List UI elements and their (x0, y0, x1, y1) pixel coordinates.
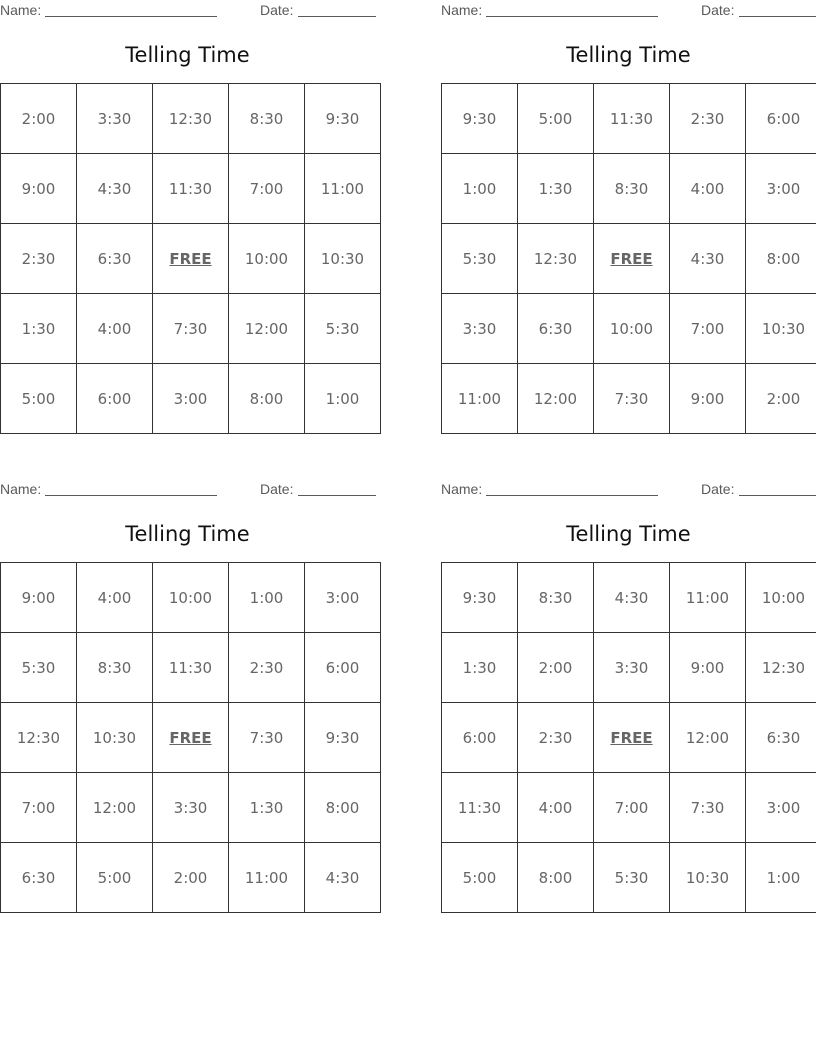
header-line (441, 479, 816, 501)
name-blank-line (45, 495, 217, 496)
grid-cell: 10:00 (229, 224, 305, 294)
bingo-grid (0, 83, 381, 434)
grid-row (442, 294, 816, 364)
grid-cell: 10:00 (746, 563, 816, 633)
card-title: Telling Time (566, 522, 691, 546)
grid-row (442, 773, 816, 843)
grid-cell: 10:30 (746, 294, 816, 364)
grid-cell: 3:00 (153, 364, 229, 434)
grid-row (1, 633, 381, 703)
grid-cell: 9:30 (442, 563, 518, 633)
grid-cell: 7:00 (1, 773, 77, 843)
grid-row (1, 154, 381, 224)
grid-row (1, 294, 381, 364)
grid-cell: 7:30 (670, 773, 746, 843)
header-line (0, 479, 375, 501)
grid-cell: 3:30 (77, 84, 153, 154)
grid-cell: 1:30 (1, 294, 77, 364)
grid-cell: 12:00 (77, 773, 153, 843)
date-label: Date: (701, 481, 735, 497)
grid-cell: 10:00 (153, 563, 229, 633)
date-blank-line (739, 495, 816, 496)
grid-cell: 11:30 (594, 84, 670, 154)
grid-cell: 10:30 (305, 224, 381, 294)
grid-cell: 12:00 (518, 364, 594, 434)
grid-cell: 6:00 (442, 703, 518, 773)
header-line (0, 0, 375, 22)
grid-cell: 1:00 (746, 843, 816, 913)
grid-cell: 12:00 (670, 703, 746, 773)
date-blank-line (298, 16, 376, 17)
grid-cell: 4:30 (77, 154, 153, 224)
grid-cell: 12:30 (1, 703, 77, 773)
grid-cell: 6:00 (305, 633, 381, 703)
grid-row (1, 224, 381, 294)
grid-cell: 1:30 (518, 154, 594, 224)
grid-cell: 4:00 (77, 563, 153, 633)
grid-cell: 7:00 (229, 154, 305, 224)
grid-cell: 11:30 (442, 773, 518, 843)
grid-cell: 3:00 (746, 154, 816, 224)
name-label: Name: (441, 481, 483, 497)
grid-cell: 1:00 (229, 563, 305, 633)
grid-cell: 3:30 (153, 773, 229, 843)
bingo-card-3 (0, 479, 375, 887)
card-title: Telling Time (125, 43, 250, 67)
grid-row (442, 703, 816, 773)
grid-cell: 10:30 (670, 843, 746, 913)
grid-cell: 8:30 (77, 633, 153, 703)
grid-row (1, 563, 381, 633)
grid-cell: 4:00 (77, 294, 153, 364)
grid-cell: 10:30 (77, 703, 153, 773)
bingo-card-1 (0, 0, 375, 408)
grid-cell: 2:30 (229, 633, 305, 703)
grid-cell: 7:00 (594, 773, 670, 843)
grid-cell: 8:00 (746, 224, 816, 294)
grid-cell: 5:00 (1, 364, 77, 434)
grid-cell: 5:30 (442, 224, 518, 294)
grid-cell: 11:00 (305, 154, 381, 224)
date-blank-line (739, 16, 816, 17)
grid-cell: 6:00 (746, 84, 816, 154)
grid-cell: 3:30 (442, 294, 518, 364)
free-space-cell: FREE (594, 224, 670, 294)
grid-cell: 6:30 (518, 294, 594, 364)
grid-cell: 11:00 (670, 563, 746, 633)
grid-cell: 8:00 (305, 773, 381, 843)
name-label: Name: (441, 2, 483, 18)
date-label: Date: (260, 481, 294, 497)
card-title: Telling Time (566, 43, 691, 67)
name-blank-line (486, 495, 658, 496)
grid-cell: 3:30 (594, 633, 670, 703)
grid-cell: 2:00 (153, 843, 229, 913)
date-blank-line (298, 495, 376, 496)
name-blank-line (45, 16, 217, 17)
grid-cell: 2:00 (1, 84, 77, 154)
grid-cell: 12:30 (518, 224, 594, 294)
grid-cell: 5:00 (518, 84, 594, 154)
name-blank-line (486, 16, 658, 17)
grid-row (1, 843, 381, 913)
grid-row (1, 773, 381, 843)
grid-cell: 5:30 (1, 633, 77, 703)
grid-row (442, 84, 816, 154)
grid-row (442, 224, 816, 294)
grid-row (1, 364, 381, 434)
grid-cell: 11:00 (442, 364, 518, 434)
date-label: Date: (260, 2, 294, 18)
bingo-grid (441, 83, 816, 434)
grid-cell: 4:30 (594, 563, 670, 633)
grid-cell: 11:00 (229, 843, 305, 913)
grid-cell: 5:30 (594, 843, 670, 913)
grid-cell: 9:00 (670, 633, 746, 703)
bingo-card-4 (441, 479, 816, 887)
grid-cell: 5:00 (77, 843, 153, 913)
grid-cell: 7:30 (153, 294, 229, 364)
grid-cell: 12:30 (153, 84, 229, 154)
grid-cell: 6:30 (746, 703, 816, 773)
free-space-cell: FREE (153, 224, 229, 294)
grid-row (1, 703, 381, 773)
grid-cell: 2:30 (518, 703, 594, 773)
grid-row (442, 154, 816, 224)
grid-cell: 9:00 (1, 154, 77, 224)
grid-cell: 8:30 (229, 84, 305, 154)
grid-cell: 2:00 (746, 364, 816, 434)
grid-cell: 9:30 (305, 703, 381, 773)
header-line (441, 0, 816, 22)
grid-cell: 4:00 (518, 773, 594, 843)
grid-cell: 9:00 (1, 563, 77, 633)
free-space-cell: FREE (594, 703, 670, 773)
grid-cell: 6:30 (1, 843, 77, 913)
grid-cell: 11:30 (153, 154, 229, 224)
grid-cell: 7:30 (594, 364, 670, 434)
grid-cell: 4:30 (305, 843, 381, 913)
grid-cell: 1:00 (442, 154, 518, 224)
grid-cell: 8:00 (518, 843, 594, 913)
date-label: Date: (701, 2, 735, 18)
grid-row (442, 843, 816, 913)
grid-cell: 12:00 (229, 294, 305, 364)
grid-cell: 2:30 (1, 224, 77, 294)
card-title: Telling Time (125, 522, 250, 546)
grid-cell: 8:30 (594, 154, 670, 224)
grid-row (442, 563, 816, 633)
bingo-grid (0, 562, 381, 913)
grid-cell: 6:00 (77, 364, 153, 434)
grid-cell: 1:00 (305, 364, 381, 434)
grid-cell: 9:30 (305, 84, 381, 154)
grid-cell: 11:30 (153, 633, 229, 703)
grid-row (1, 84, 381, 154)
grid-cell: 6:30 (77, 224, 153, 294)
grid-cell: 5:00 (442, 843, 518, 913)
bingo-grid (441, 562, 816, 913)
grid-cell: 8:30 (518, 563, 594, 633)
grid-cell: 4:00 (670, 154, 746, 224)
grid-cell: 9:30 (442, 84, 518, 154)
grid-cell: 9:00 (670, 364, 746, 434)
free-space-cell: FREE (153, 703, 229, 773)
name-label: Name: (0, 2, 42, 18)
grid-cell: 4:30 (670, 224, 746, 294)
name-label: Name: (0, 481, 42, 497)
grid-cell: 2:30 (670, 84, 746, 154)
grid-row (442, 633, 816, 703)
grid-cell: 5:30 (305, 294, 381, 364)
grid-cell: 3:00 (305, 563, 381, 633)
grid-cell: 1:30 (442, 633, 518, 703)
grid-cell: 8:00 (229, 364, 305, 434)
grid-cell: 7:00 (670, 294, 746, 364)
grid-row (442, 364, 816, 434)
grid-cell: 3:00 (746, 773, 816, 843)
grid-cell: 12:30 (746, 633, 816, 703)
grid-cell: 1:30 (229, 773, 305, 843)
bingo-card-2 (441, 0, 816, 408)
grid-cell: 7:30 (229, 703, 305, 773)
grid-cell: 10:00 (594, 294, 670, 364)
grid-cell: 2:00 (518, 633, 594, 703)
